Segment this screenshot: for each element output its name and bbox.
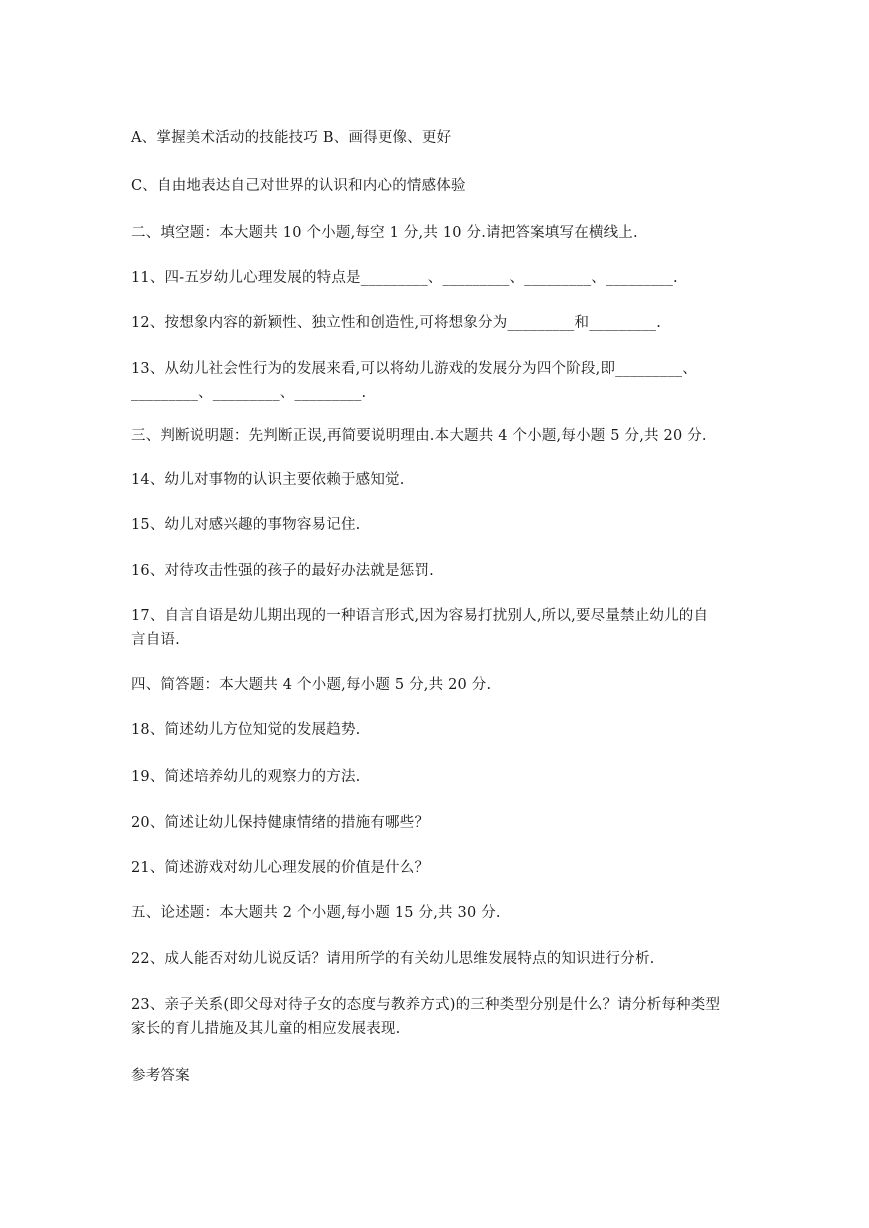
question-14: 14、幼儿对事物的认识主要依赖于感知觉. — [131, 472, 405, 488]
question-23-line-2: 家长的育儿措施及其儿童的相应发展表现. — [131, 1021, 401, 1037]
question-16: 16、对待攻击性强的孩子的最好办法就是惩罚. — [131, 563, 434, 579]
question-13-line-1: 13、从幼儿社会性行为的发展来看,可以将幼儿游戏的发展分为四个阶段,即_________、 — [131, 361, 697, 377]
section-heading-essay: 五、论述题：本大题共 2 个小题,每小题 15 分,共 30 分. — [131, 905, 501, 921]
question-19: 19、简述培养幼儿的观察力的方法. — [131, 769, 361, 785]
question-17-line-2: 言自语. — [131, 632, 180, 648]
question-17-line-1: 17、自言自语是幼儿期出现的一种语言形式,因为容易打扰别人,所以,要尽量禁止幼儿的自 — [131, 608, 709, 624]
option-c: C、自由地表达自己对世界的认识和内心的情感体验 — [131, 178, 466, 194]
question-21: 21、简述游戏对幼儿心理发展的价值是什么？ — [131, 860, 430, 876]
option-a-b: A、掌握美术活动的技能技巧 B、画得更像、更好 — [131, 130, 452, 146]
question-20: 20、简述让幼儿保持健康情绪的措施有哪些？ — [131, 815, 430, 831]
question-18: 18、简述幼儿方位知觉的发展趋势. — [131, 722, 361, 738]
question-11: 11、四-五岁幼儿心理发展的特点是_________、_________、_________、_________. — [131, 270, 678, 286]
question-23-line-1: 23、亲子关系(即父母对待子女的态度与教养方式)的三种类型分别是什么？请分析每种类型 — [131, 997, 721, 1013]
question-12: 12、按想象内容的新颖性、独立性和创造性,可将想象分为_________和_________. — [131, 315, 662, 331]
question-15: 15、幼儿对感兴趣的事物容易记住. — [131, 517, 361, 533]
section-heading-judgment: 三、判断说明题：先判断正误,再简要说明理由.本大题共 4 个小题,每小题 5 分,共 20 分. — [131, 428, 707, 444]
section-heading-fill-in: 二、填空题：本大题共 10 个小题,每空 1 分,共 10 分.请把答案填写在横线上. — [131, 225, 638, 241]
section-heading-short-answer: 四、简答题：本大题共 4 个小题,每小题 5 分,共 20 分. — [131, 677, 492, 693]
question-22: 22、成人能否对幼儿说反话？请用所学的有关幼儿思维发展特点的知识进行分析. — [131, 951, 655, 967]
reference-answers-heading: 参考答案 — [131, 1068, 190, 1084]
question-13-line-2: _________、_________、_________. — [131, 385, 367, 401]
